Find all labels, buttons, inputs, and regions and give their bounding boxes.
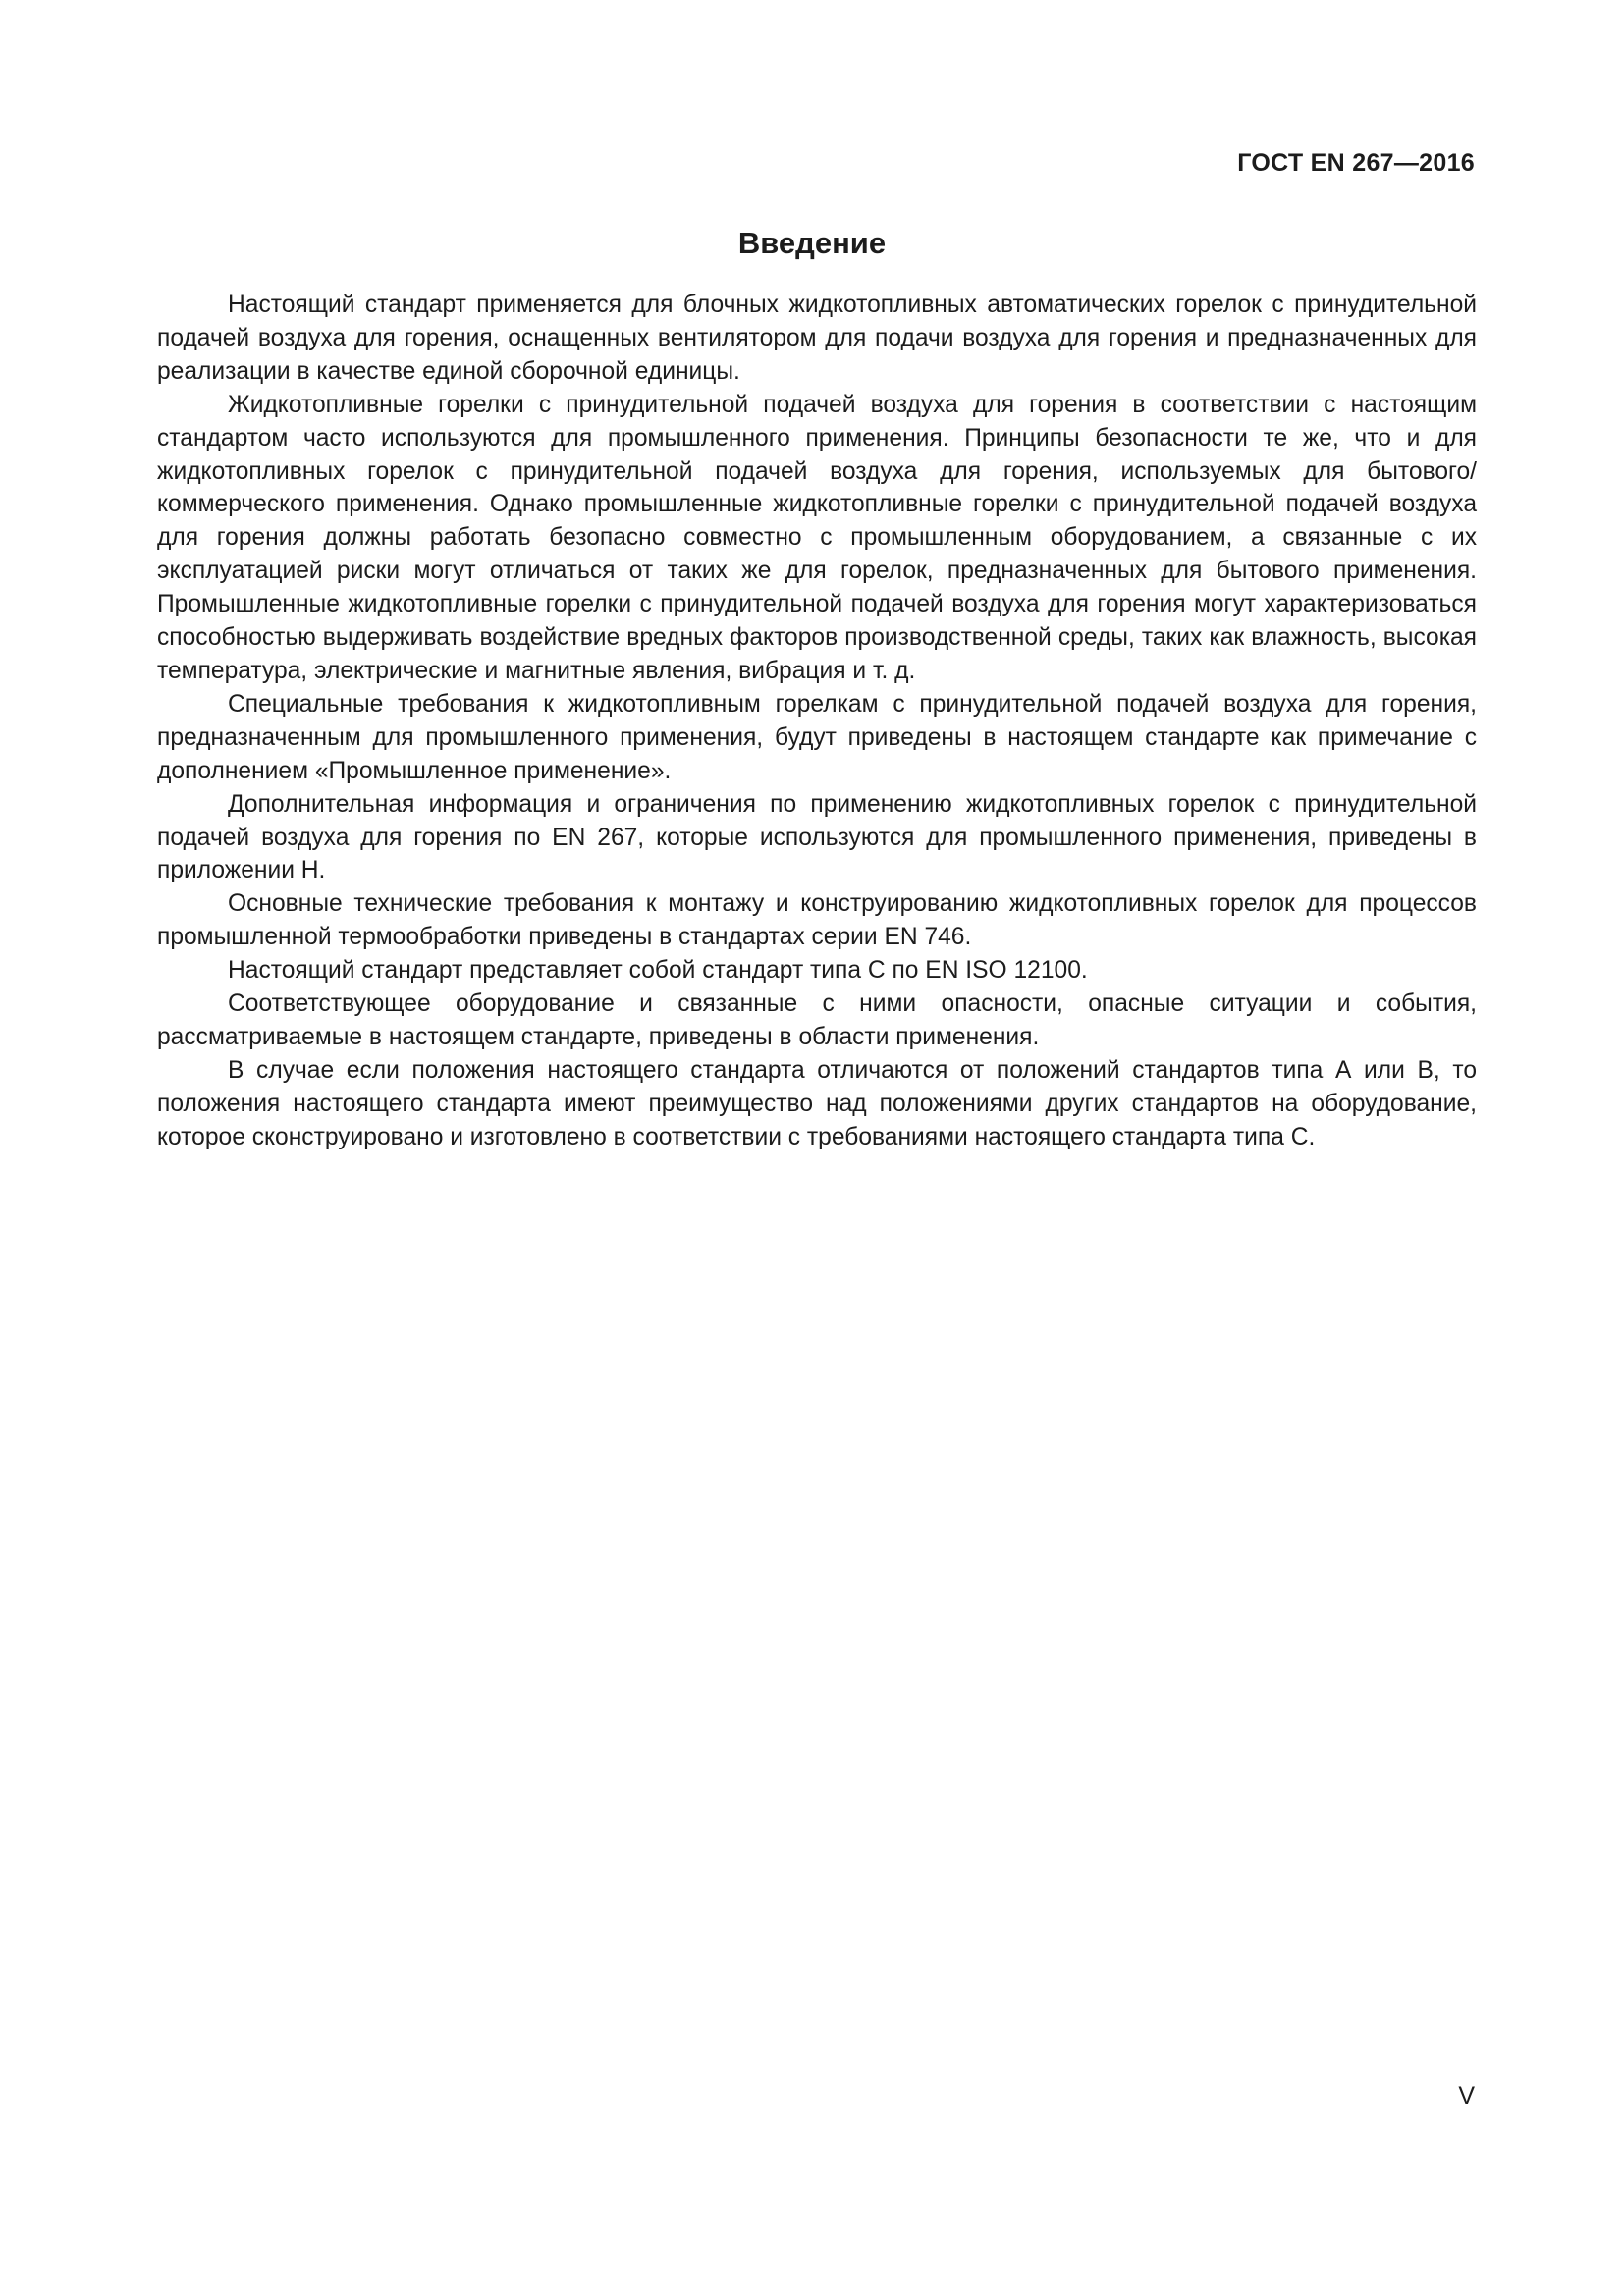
paragraph: Соответствующее оборудование и связанные с ними опасности, опасные ситуации и события, рассматриваемые в настоящем стандарте, приведены в области применения. — [157, 990, 1477, 1050]
paragraph: Настоящий стандарт представляет собой стандарт типа С по EN ISO 12100. — [228, 957, 1088, 985]
paragraph: Жидкотопливные горелки с принудительной подачей воздуха для горения в соответствии с настоящим стандартом часто используются для промышленного применения. Принципы безопасности те же, что и для жидкотопливных горелок с принудительной подачей воздуха для горения, используемых для бытового/коммерческого применения. Однако промышленные жидкотопливные горелки с принудительной подачей воздуха для горения должны работать безопасно совместно с промышленным оборудованием, а связанные с их эксплуатацией риски могут отличаться от таких же для горелок, предназначенных для бытового применения. Промышленные жидкотопливные горелки с принудительной подачей воздуха для горения могут характеризоваться способностью выдерживать воздействие вредных факторов производственной среды, таких как влажность, высокая температура, электрические и магнитные явления, вибрация и т. д. — [157, 391, 1477, 684]
page-number: V — [1458, 2082, 1475, 2109]
paragraph: Дополнительная информация и ограничения по применению жидкотопливных горелок с принудительной подачей воздуха для горения по EN 267, которые используются для промышленного применения, приведены в приложении Н. — [157, 790, 1477, 884]
paragraph: В случае если положения настоящего стандарта отличаются от положений стандартов типа А или В, то положения настоящего стандарта имеют преимущество над положениями других стандартов на оборудование, которое сконструировано и изготовлено в соответствии с требованиями настоящего стандарта типа С. — [157, 1056, 1477, 1150]
paragraph: Настоящий стандарт применяется для блочных жидкотопливных автоматических горелок с принудительной подачей воздуха для горения, оснащенных вентилятором для подачи воздуха для горения и предназначенных для реализации в качестве единой сборочной единицы. — [157, 292, 1477, 385]
body-text — [157, 289, 1477, 1154]
document-code: ГОСТ EN 267—2016 — [1237, 149, 1475, 177]
paragraph: Специальные требования к жидкотопливным горелкам с принудительной подачей воздуха для горения, предназначенным для промышленного применения, будут приведены в настоящем стандарте как примечание с дополнением «Промышленное применение». — [157, 690, 1477, 784]
section-title: Введение — [737, 226, 887, 260]
paragraph: Основные технические требования к монтажу и конструированию жидкотопливных горелок для процессов промышленной термообработки приведены в стандартах серии EN 746. — [157, 890, 1477, 951]
